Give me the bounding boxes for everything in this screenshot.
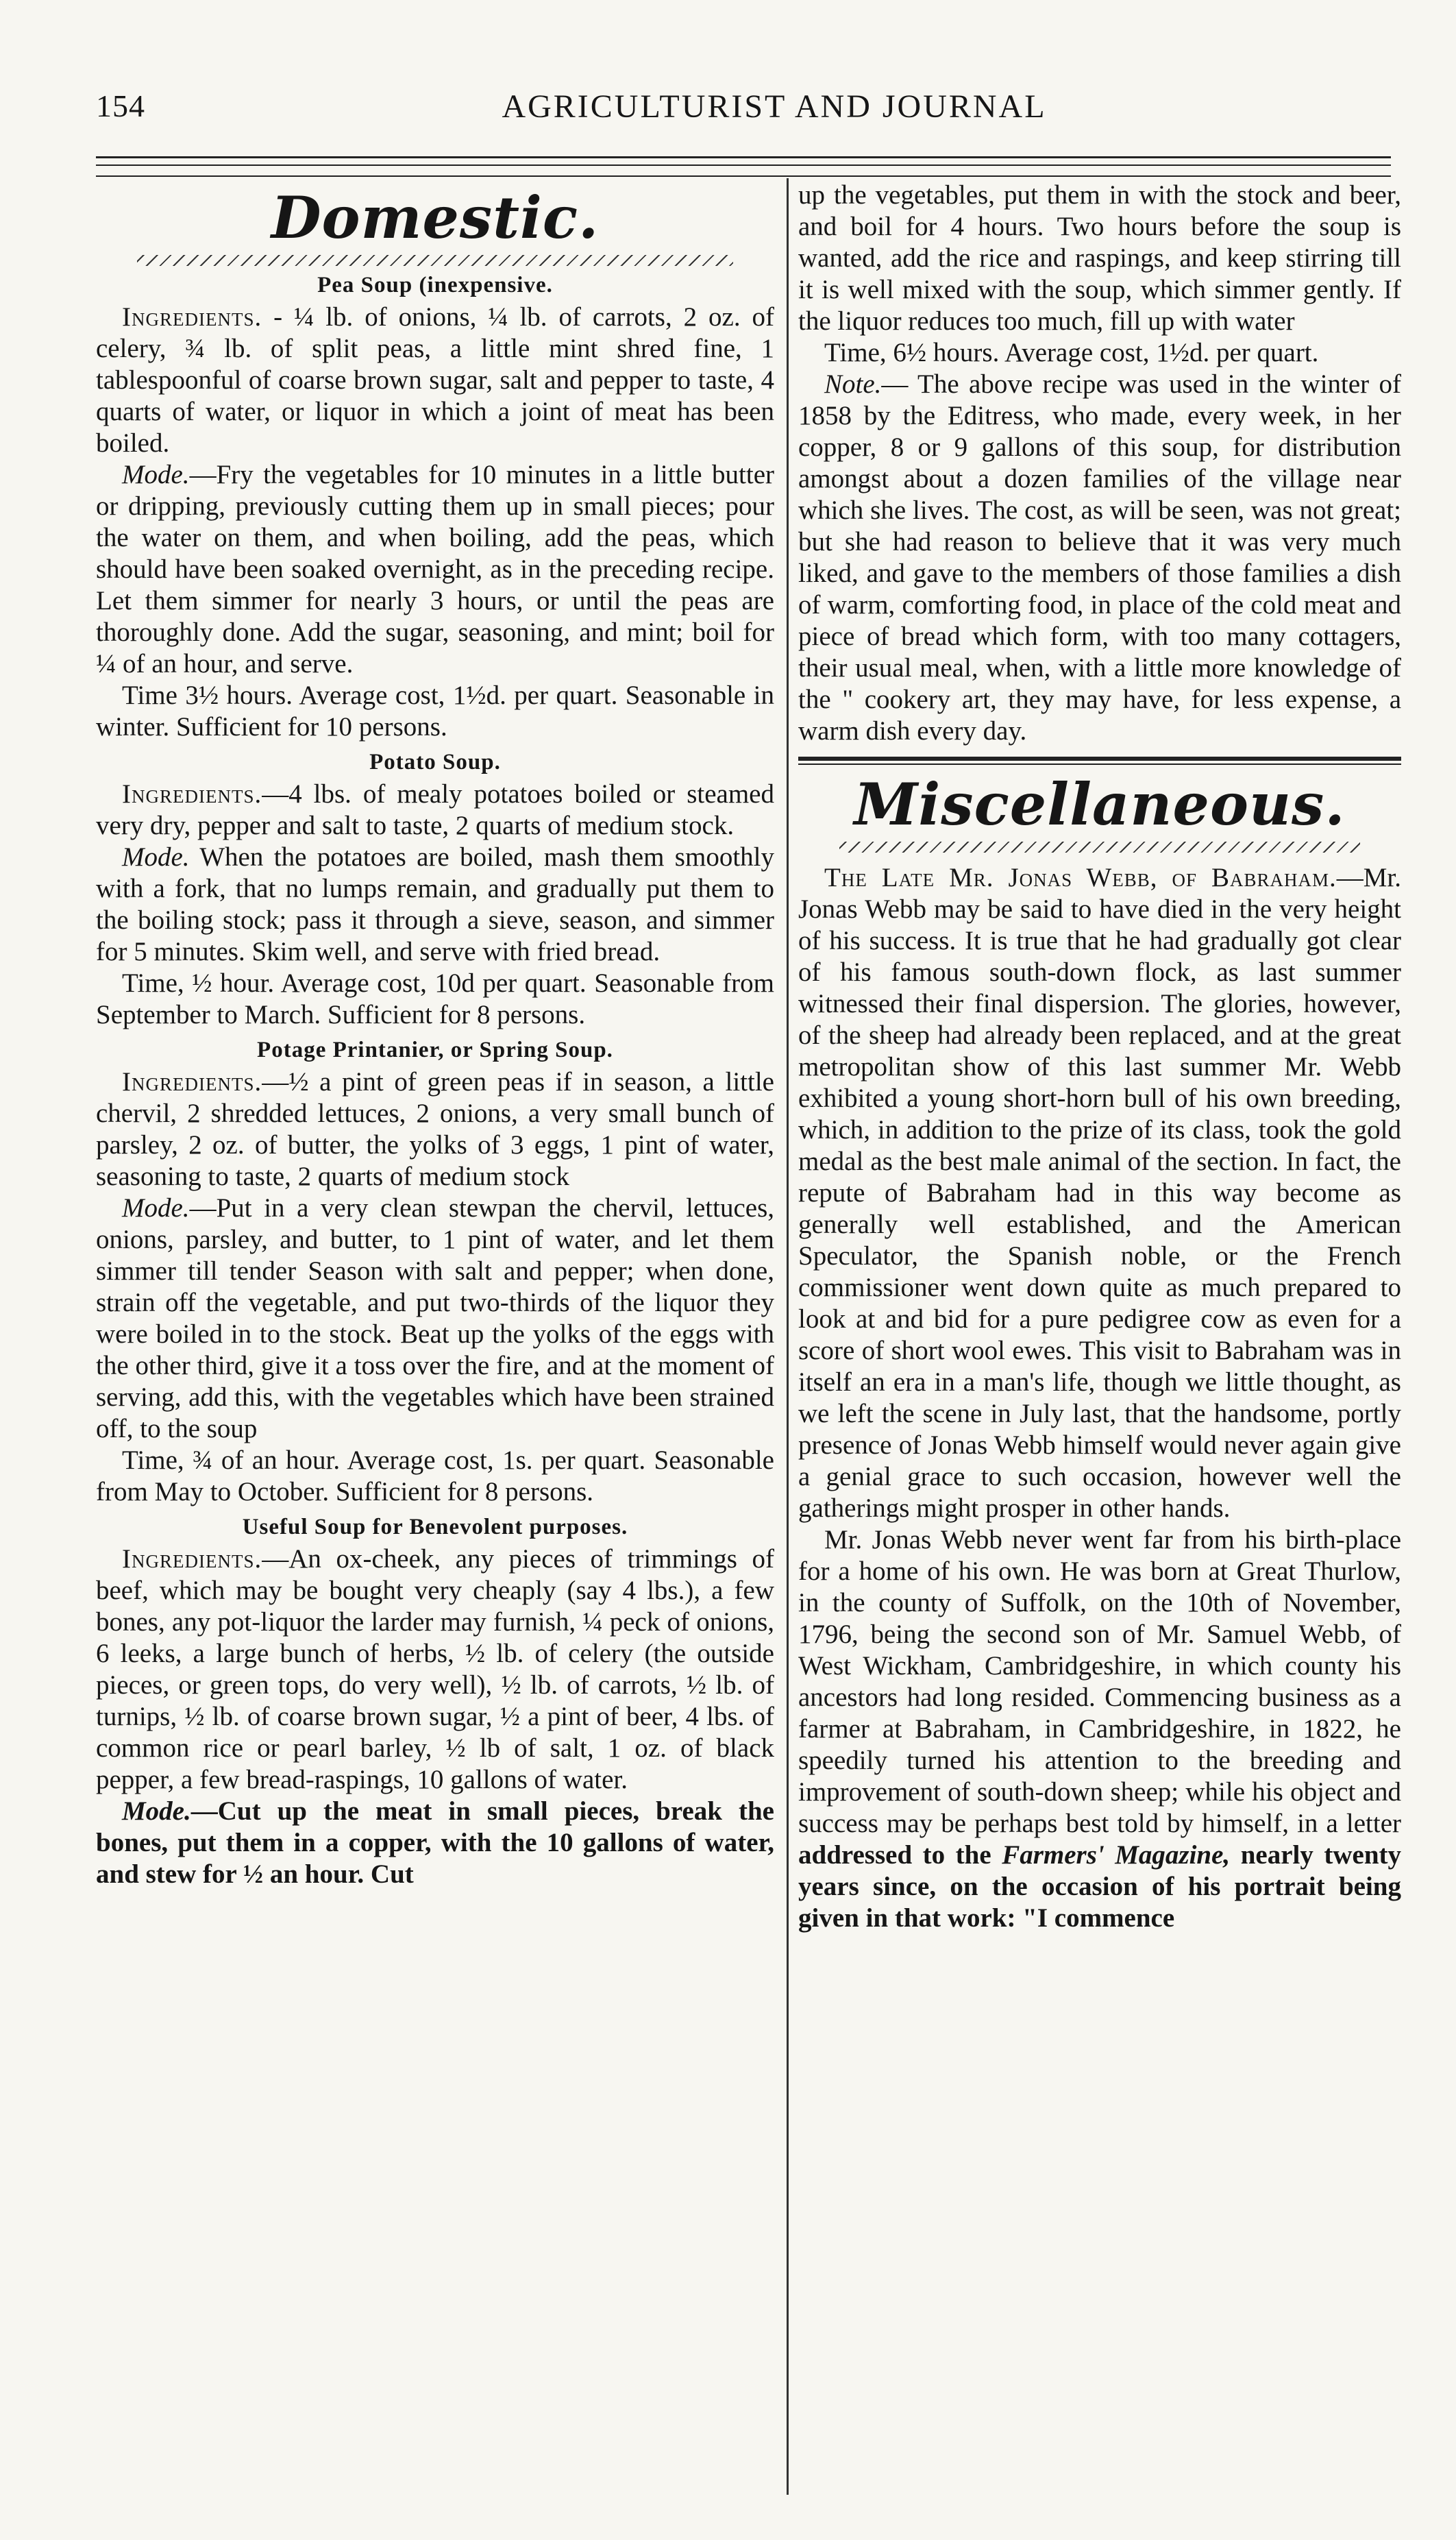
recipe-time: Time, 6½ hours. Average cost, 1½d. per quart. (824, 338, 1319, 367)
ingredients-label: Ingredients. (122, 302, 262, 332)
recipe-continuation: up the vegetables, put them in with the stock and beer, and boil for 4 hours. Two hours before the soup is wanted, add the rice and raspings, and keep stirring till it is well mixed with the soup, which simmer gently. If the liquor reduces too much, fill up with water (798, 180, 1401, 336)
section-rule (798, 764, 1401, 765)
left-column (96, 180, 774, 2489)
article-paragraph (798, 1524, 1401, 1934)
recipe-mode (96, 1796, 774, 1890)
mode-label: Mode. (122, 460, 190, 489)
ornament-divider (839, 842, 1360, 853)
ingredients-text: —An ox-cheek, any pieces of trimmings of beef, which may be bought very cheaply (say 4 lbs.), a few bones, any pot-liquor the larder may furnish, ¼ peck of onions, 6 leeks, a large bunch of herbs, ½ lb. of celery (the outside pieces, or green tops, do very well), ½ lb. of carrots, ½ lb. of turnips, ½ lb. of coarse brown sugar, ½ a pint of beer, 4 lbs. of common rice or pearl barley, ½ lb of salt, 1 oz. of black pepper, a few bread-raspings, 10 gallons of water. (96, 1544, 774, 1794)
header-rule (96, 156, 1391, 158)
ornament-divider (137, 255, 733, 266)
recipe-ingredients (96, 779, 774, 842)
right-column (798, 180, 1401, 2489)
recipe-time: Time, ½ hour. Average cost, 10d per quart. Seasonable from September to March. Sufficient for 8 persons. (96, 968, 774, 1029)
article-text-bold: addressed to the (798, 1840, 1002, 1870)
ingredients-label: Ingredients. (122, 779, 262, 809)
recipe-mode (96, 1193, 774, 1445)
section-title-domestic: Domestic. (271, 184, 600, 252)
ingredients-text: —½ a pint of green peas if in season, a little chervil, 2 shredded lettuces, 2 onions, a very small bunch of parsley, 2 oz. of butter, the yolks of 3 eggs, 1 pint of water, seasoning to taste, 2 quarts of medium stock (96, 1067, 774, 1191)
article-text: —Mr. Jonas Webb may be said to have died in the very height of his success. It is true that he had gradually got clear of his famous south-down flock, as last summer witnessed their final dispersion. The glories, however, of the sheep had already been replaced, and at the great metropolitan show of this last summer Mr. Webb exhibited a young short-horn bull of his own breeding, which, in addition to the prize of its class, took the gold medal as the best male animal of the section. In fact, the repute of Babraham had in this way become as generally well established, and the American Speculator, the Spanish noble, or the French commissioner went down quite as much prepared to look at and bid for a pure pedigree cow as even for a score of short wool ewes. This visit to Babraham was in itself an era in a man's life, though we little thought, as we left the scene in July last, that the handsome, portly presence of Jonas Webb himself would never again give a genial grace to such occasion, however well the gatherings might prosper in other hands. (798, 863, 1401, 1523)
recipe-heading: Potage Printanier, or Spring Soup. (257, 1038, 613, 1062)
page-number: 154 (96, 88, 145, 123)
mode-text: —Cut up the meat in small pieces, break the bones, put them in a copper, with the 10 gallons of water, and stew for ½ an hour. Cut (96, 1796, 774, 1889)
recipe-heading: Useful Soup for Benevolent purposes. (242, 1515, 628, 1539)
article-text: Mr. Jonas Webb never went far from his birth-place for a home of his own. He was born at Great Thurlow, in the county of Suffolk, on the 10th of November, 1796, being the second son of Mr. Samuel Webb, of West Wickham, Cambridgeshire, in which county his ancestors had long resided. Commencing business as a farmer at Babraham, in Cambridgeshire, in 1822, he speedily turned his attention to the breeding and improvement of south-down sheep; while his object and success may be perhaps best told by himself, in a letter (798, 1525, 1401, 1838)
recipe-mode (96, 459, 774, 680)
recipe-heading: Pea Soup (inexpensive. (317, 273, 553, 297)
article-title: The Late Mr. Jonas Webb, of Babraham. (824, 863, 1337, 892)
article-text-bold: nearly twenty years since, on the occasion of his portrait being given in that work: "I commence (798, 1840, 1401, 1933)
note-text: — The above recipe was used in the winter of 1858 by the Editress, who made, every week, in her copper, 8 or 9 gallons of this soup, for distribution amongst about a dozen families of the village near which she lives. The cost, as will be seen, was not great; but she had reason to believe that it was very much liked, and gave to the members of those families a dish of warm, comforting food, in place of the cold meat and piece of bread which form, with too many cottagers, their usual meal, when, with a little more knowledge of the " cookery art, they may have, for less expense, a warm dish every day. (798, 369, 1401, 746)
mode-text: —Fry the vegetables for 10 minutes in a little butter or dripping, previously cutting them up in small pieces; pour the water on them, and when boiling, add the peas, which should have been soaked overnight, as in the preceding recipe. Let them simmer for nearly 3 hours, or until the peas are thoroughly done. Add the sugar, seasoning, and mint; boil for ¼ of an hour, and serve. (96, 460, 774, 679)
header-rule (96, 164, 1391, 166)
recipe-ingredients (96, 302, 774, 459)
recipe-note (798, 369, 1401, 747)
mode-label: Mode. (122, 842, 190, 872)
ingredients-text: —4 lbs. of mealy potatoes boiled or steamed very dry, pepper and salt to taste, 2 quarts of medium stock. (96, 779, 774, 840)
ingredients-label: Ingredients. (122, 1067, 262, 1097)
journal-title: AGRICULTURIST AND JOURNAL (502, 88, 1047, 125)
mode-text: When the potatoes are boiled, mash them smoothly with a fork, that no lumps remain, and gradually put them to the boiling stock; pass it through a sieve, season, and simmer for 5 minutes. Skim well, and serve with fried bread. (96, 842, 774, 966)
recipe-heading: Potato Soup. (369, 750, 501, 774)
recipe-time: Time, ¾ of an hour. Average cost, 1s. per quart. Seasonable from May to October. Sufficient for 8 persons. (96, 1445, 774, 1506)
recipe-mode (96, 842, 774, 968)
section-rule (798, 757, 1401, 761)
mode-text: —Put in a very clean stewpan the chervil, lettuces, onions, parsley, and butter, to 1 pint of water, and let them simmer till tender Season with salt and pepper; when done, strain off the vegetable, and put two-thirds of the liquor they were boiled in to the stock. Beat up the yolks of the eggs with the other third, give it a toss over the fire, and at the moment of serving, add this, with the vegetables which have been strained off, to the soup (96, 1193, 774, 1443)
recipe-time: Time 3½ hours. Average cost, 1½d. per quart. Seasonable in winter. Sufficient for 10 persons. (96, 681, 774, 742)
magazine-title: Farmers' Magazine, (1002, 1840, 1231, 1870)
section-title-miscellaneous: Miscellaneous. (854, 770, 1346, 838)
header-rule (96, 175, 1391, 177)
note-label: Note. (824, 369, 882, 399)
mode-label: Mode. (122, 1796, 191, 1826)
ingredients-text: - ¼ lb. of onions, ¼ lb. of carrots, 2 oz. of celery, ¾ lb. of split peas, a little mint shred fine, 1 tablespoonful of coarse brown sugar, salt and pepper to taste, 4 quarts of water, or liquor in which a joint of meat has been boiled. (96, 302, 774, 458)
article-paragraph (798, 862, 1401, 1524)
mode-label: Mode. (122, 1193, 190, 1223)
running-head (96, 88, 1398, 136)
ingredients-label: Ingredients. (122, 1544, 262, 1574)
recipe-ingredients (96, 1066, 774, 1193)
recipe-ingredients (96, 1543, 774, 1796)
column-divider (787, 178, 789, 2495)
